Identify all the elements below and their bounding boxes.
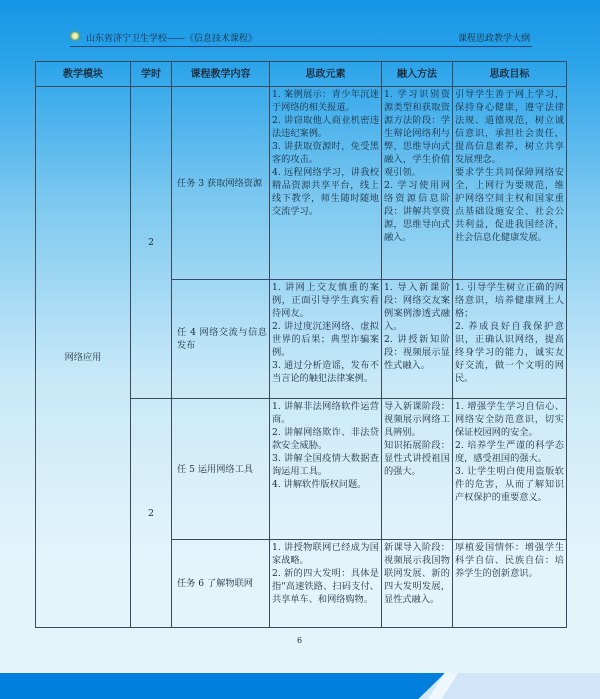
page-header: [70, 30, 532, 47]
header-elements: 思政元素: [270, 62, 382, 87]
method-item: 2. 学习使用网络资源信息阶段：讲解共享资源，思维导向式融入。: [384, 180, 450, 243]
hours-cell: 2: [131, 399, 172, 628]
goals-cell: [453, 540, 567, 628]
goal-item: 要求学生共同保障网络安全，上网行为要规范，维护网络空间主权和国家重点基础设施安全、社会公共利益，促进我国经济，社会信息化健康发展。: [455, 167, 564, 243]
element-item: 1. 讲网上交友慎重的案例，正面引导学生真实看待网友。: [272, 282, 379, 319]
goal-item: 2. 养成良好自我保护意识，正确认识网络，提高终身学习的能力，诚实友好交流，做一个文明的网民。: [455, 321, 564, 384]
goals-cell: [453, 280, 567, 399]
table-header-row: [36, 62, 567, 87]
header-hours: 学时: [131, 62, 172, 87]
hours-cell: 2: [131, 87, 172, 399]
element-item: 4. 远程网络学习，讲我校精品资源共享平台，线上线下教学，师生随时随地交流学习。: [272, 167, 379, 217]
element-item: 4. 讲解软件版权问题。: [272, 479, 367, 490]
task-cell: 任务 6 了解物联网: [172, 540, 270, 628]
methods-cell: [382, 280, 453, 399]
syllabus-table: [35, 61, 567, 628]
method-item: 新课导入阶段：视频展示我国物联网发展、新的四大发明发展，显性式融入。: [384, 542, 450, 605]
task-cell: 任务 3 获取网络资源: [172, 87, 270, 280]
header-module: 教学模块: [36, 62, 131, 87]
school-logo-icon: [70, 31, 80, 41]
method-item: 1. 导入新课阶段：网络交友案例案例渗透式融入。: [384, 282, 450, 332]
table-row: [36, 87, 567, 280]
goal-item: 引导学生善于网上学习，保持身心健康，遵守法律法规、道德规范，树立诚信意识，承担社会责任，提高信息素养，树立共享发展理念。: [455, 89, 564, 165]
elements-cell: [270, 280, 382, 399]
methods-cell: [382, 540, 453, 628]
method-item: 1. 学习识别资源类型和获取资源方法阶段：学生辩论网络利与弊，思维导向式融入，学生价值观引领。: [384, 89, 450, 178]
method-item: 2. 讲授新知阶段：视频展示显性式融入。: [384, 334, 450, 371]
element-item: 3. 讲获取资源时，免受黑客的攻击。: [272, 141, 379, 165]
elements-cell: [270, 399, 382, 540]
goals-cell: [453, 399, 567, 540]
goal-item: 3. 让学生明白使用盗版软件的危害，从而了解知识产权保护的重要意义。: [455, 466, 564, 503]
elements-cell: [270, 540, 382, 628]
page-number: 6: [297, 636, 303, 645]
document-title: 课程思政教学大纲: [457, 34, 530, 44]
element-item: 1. 讲授物联网已经成为国家战略。: [272, 542, 379, 566]
goal-item: 厚植爱国情怀：增强学生科学自信、民族自信：培养学生的创新意识。: [455, 542, 564, 579]
goal-item: 2. 培养学生严谨的科学态度，感受祖国的强大。: [455, 440, 564, 464]
element-item: 2. 讲窃取他人商业机密违法违纪案例。: [272, 115, 379, 139]
method-item: 知识拓展阶段：显性式讲授祖国的强大。: [384, 440, 450, 477]
element-item: 3. 讲解全国疫情大数据查询运用工具。: [272, 453, 379, 477]
method-item: 导入新课阶段：视频展示网络工具辨别。: [384, 401, 450, 438]
element-item: 2. 讲解网络欺诈、非法贷款安全威胁。: [272, 427, 379, 451]
footer-band-dark: [0, 673, 445, 699]
module-cell: 网络应用: [36, 87, 131, 628]
element-item: 2. 新的四大发明：具体是指"高速铁路、扫码支付、共享单车、和网络购物。: [272, 568, 379, 605]
goal-item: 1. 增强学生学习自信心、网络安全防范意识，切实保证校园网的安全。: [455, 401, 564, 438]
methods-cell: [382, 87, 453, 280]
header-content: 课程教学内容: [172, 62, 270, 87]
element-item: 1. 讲解非法网络软件运营商。: [272, 401, 379, 425]
task-cell: 任 5 运用网络工具: [172, 399, 270, 540]
element-item: 3. 通过分析造谣，发布不当言论的触犯法律案例。: [272, 360, 379, 384]
methods-cell: [382, 399, 453, 540]
goal-item: 1. 引导学生树立正确的网络意识，培养健康网上人格；: [455, 282, 564, 319]
goals-cell: [453, 87, 567, 280]
school-course-title: 山东省济宁卫生学校——《信息技术课程》: [86, 34, 258, 44]
element-item: 1. 案例展示：青少年沉迷于网络的相关报道。: [272, 89, 379, 113]
elements-cell: [270, 87, 382, 280]
task-cell: 任 4 网络交流与信息发布: [172, 280, 270, 399]
header-goals: 思政目标: [453, 62, 567, 87]
header-methods: 融入方法: [382, 62, 453, 87]
element-item: 2. 讲过度沉迷网络、虚拟世界的后果；典型诈骗案例。: [272, 321, 379, 358]
